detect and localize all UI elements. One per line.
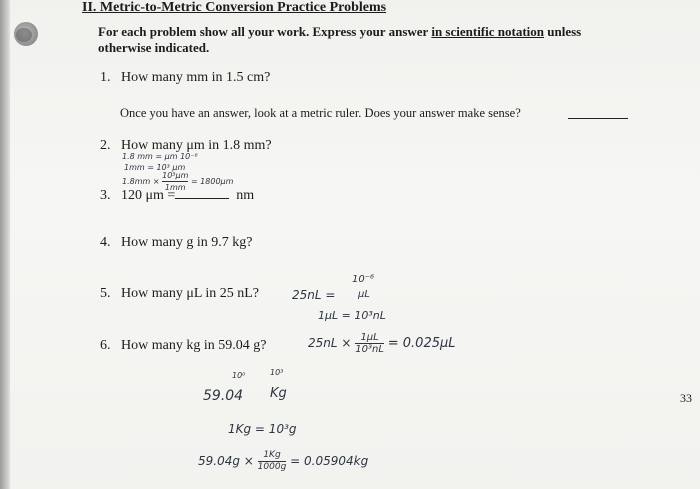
handwriting-p6-exp2: 10³: [270, 368, 284, 377]
hole-punch-inner: [16, 28, 32, 42]
handwriting-p5-a: 25nL =: [292, 288, 336, 302]
handwriting-p2-line3: 1.8mm × $\frac{\text{10³μm}}{1mm}$ = 1800μm: [122, 171, 234, 192]
handwriting-p5-b: 10⁻⁶: [352, 274, 375, 285]
problem-2: 2. How many μm in 1.8 mm?: [100, 138, 272, 153]
handwriting-p6-d: 59.04g × $\frac{1Kg}{1000g}$ = 0.05904kg: [198, 450, 369, 472]
handwriting-p6-b: Kg: [270, 386, 287, 401]
handwriting-p6-exp1: 10⁰: [232, 371, 246, 380]
problem-5: 5. How many μL in 25 nL?: [100, 286, 260, 301]
answer-blank: [175, 186, 229, 199]
problem-4: 4. How many g in 9.7 kg?: [100, 235, 253, 250]
handwriting-p5-d: 1μL = 10³nL: [318, 309, 386, 322]
page-number: 33: [680, 391, 692, 405]
handwriting-p2-line2: 1mm = 10³ μm: [124, 163, 186, 172]
handwriting-p6-c: 1Kg = 10³g: [228, 422, 297, 436]
problem-6: 6. How many kg in 59.04 g?: [100, 338, 267, 353]
problem-1: 1. How many mm in 1.5 cm?: [100, 70, 271, 85]
page-edge-shadow: [0, 0, 10, 489]
handwriting-p6-a: 59.04: [203, 388, 244, 404]
handwriting-p5-e: 25nL × $\frac{1\mu L}{\text{10³nL}}$ = 0.025μL: [308, 332, 456, 355]
problem-1-followup: Once you have an answer, look at a metric ruler. Does your answer make sense?: [120, 106, 521, 120]
worksheet-title: II. Metric-to-Metric Conversion Practice Problems: [82, 0, 387, 15]
problem-3: 3. 120 μm = nm: [100, 188, 255, 203]
handwriting-p2-line1: 1.8 mm = μm 10⁻⁶: [122, 152, 198, 161]
answer-blank: [568, 106, 628, 119]
handwriting-p5-c: μL: [358, 289, 370, 300]
instructions: For each problem show all your work. Express your answer in scientific notation unless otherwise indicated.: [98, 24, 582, 55]
